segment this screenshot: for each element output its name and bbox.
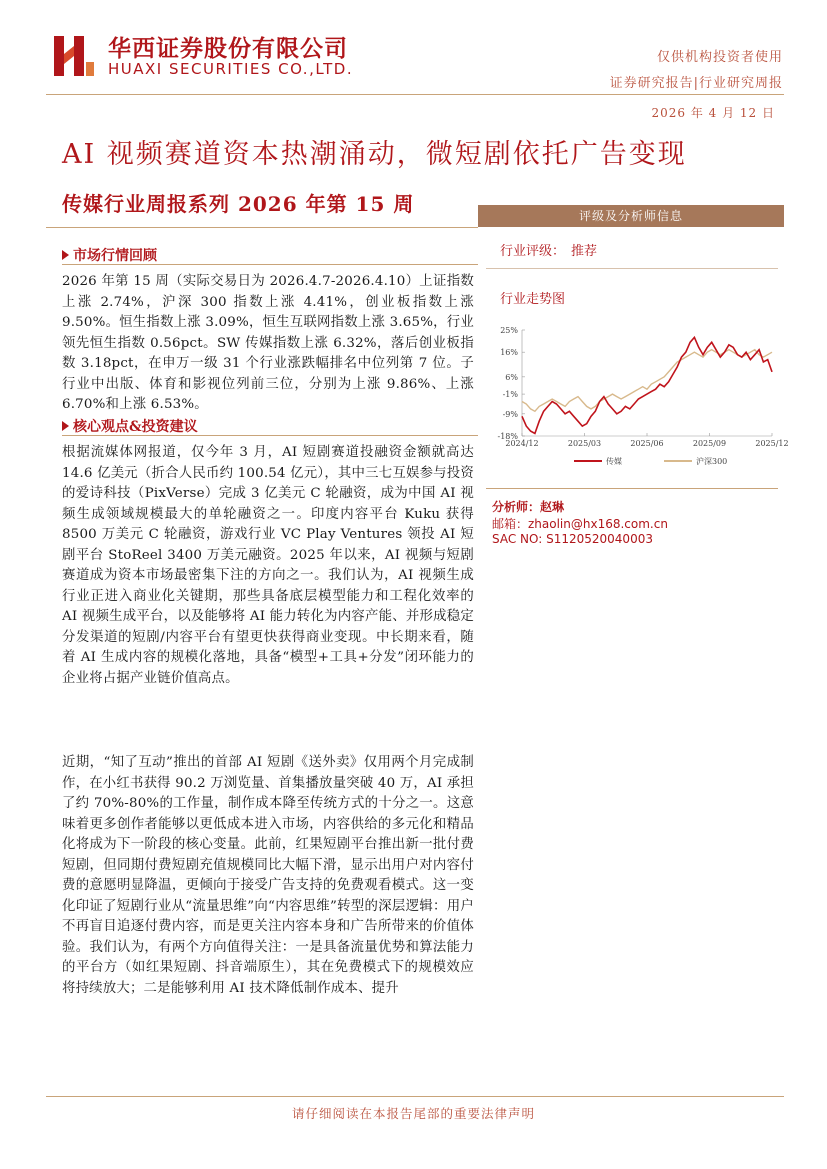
rating-label: 行业评级： [500,244,566,259]
company-name-en: HUAXI SECURITIES CO.,LTD. [108,60,354,78]
company-name-cn: 华西证券股份有限公司 [108,36,348,62]
rating-analyst-bar: 评级及分析师信息 [478,205,784,227]
triangle-bullet-icon [62,421,69,431]
x-tick-label: 2024/12 [505,439,539,448]
y-tick-label: 25% [500,326,518,335]
rating-value: 推荐 [571,244,598,259]
x-tick-label: 2025/09 [692,439,727,448]
x-tick-label: 2025/12 [755,439,789,448]
y-tick-label: -1% [502,390,518,400]
section-heading-core: 核心观点&投资建议 [62,416,198,436]
y-tick-label: -18% [497,432,518,441]
analyst-email[interactable]: 邮箱：zhaolin@hx168.com.cn [492,517,668,531]
y-tick-label: 6% [505,372,518,382]
triangle-bullet-icon [62,250,69,260]
header-divider [46,94,784,95]
y-tick-label: 16% [500,348,518,358]
subtitle-divider [46,227,478,228]
trend-chart-label: 行业走势图 [500,292,566,307]
report-title: AI 视频赛道资本热潮涌动，微短剧依托广告变现 [62,139,687,170]
legal-disclaimer-link[interactable]: 请仔细阅读在本报告尾部的重要法律声明 [291,1106,535,1121]
sidebar-divider [486,268,778,269]
huaxi-logo-icon [52,32,96,80]
section-divider [62,435,478,436]
core-view-paragraph-2: 近期，“知了互动”推出的首部 AI 短剧《送外卖》仅用两个月完成制作，在小红书获得 90.2 万浏览量、首集播放量突破 40 万，AI 承担了约 70%-80%的工作量，制作成本降至传统方式的十分之一。这意味着更多创作者能够以更低成本进入市场，内容供给的多元化和精品化将成为下一阶段的核心变量。此前，红果短剧平台推出新一批付费短剧，但同期付费短剧充值规模同比大幅下滑，显示出用户对内容付费的意愿明显降温，更倾向于接受广告支持的免费观看模式。这一变化印证了短剧行业从“流量思维”向“内容思维”转型的深层逻辑：用户不再盲目追逐付费内容，而是更关注内容本身和广告所带来的价值体验。我们认为，有两个方向值得关注：一是具备流量优势和算法能力的平台方（如红果短剧、抖音端原生），其在免费模式下的规模效应将持续放大；二是能够利用 AI 技术降低制作成本、提升 [62,755,474,996]
report-type: 证券研究报告|行业研究周报 [609,76,783,91]
investor-notice: 仅供机构投资者使用 [656,50,783,65]
legend-label: 传媒 [606,457,622,466]
analyst-sac-number: SAC NO: S1120520040003 [492,532,653,546]
series-line-media [522,337,772,433]
report-date: 2026 年 4 月 12 日 [651,106,775,120]
x-tick-label: 2025/03 [567,439,602,448]
industry-trend-chart [486,318,789,480]
sidebar-divider [486,488,778,489]
market-review-text: 2026 年第 15 周（实际交易日为 2026.4.7-2026.4.10）上证指数上涨 2.74%，沪深 300 指数上涨 4.41%，创业板指数上涨 9.50%。恒生指数上涨 3.09%，恒生互联网指数上涨 3.65%，行业领先恒生指数 0.56pct。SW 传媒指数上涨 6.32%，落后创业板指数 3.18pct，在申万一级 31 个行业涨跌幅排名中位列第 7 位。子行业中出版、体育和影视位列前三位，分别为上涨 9.86%、上涨 6.70%和上涨 6.53%。 [62,274,474,412]
section-heading-market: 市场行情回顾 [62,245,157,265]
legend-label: 沪深300 [696,457,728,466]
core-view-paragraph-1: 根据流媒体网报道，仅今年 3 月，AI 短剧赛道投融资金额就高达 14.6 亿美元（折合人民币约 100.54 亿元），其中三七互娱参与投资的爱诗科技（PixVerse）完成 3 亿美元 C 轮融资，成为中国 AI 视频生成领域规模最大的单轮融资之一。印度内容平台 Kuku 获得 8500 万美元 C 轮融资，游戏行业 VC Play Ventures 领投 AI 短剧平台 StoReel 3400 万美元融资。2025 年以来，AI 视频与短剧赛道成为资本市场最密集下注的方向之一。我们认为，AI 视频生成行业正进入商业化关键期，那些具备底层模型能力和工程化效率的 AI 视频生成平台，以及能够将 AI 能力转化为内容产能、并形成稳定分发渠道的短剧/内容平台有望更快获得商业变现。中长期来看，随着 AI 生成内容的规模化落地，具备“模型+工具+分发”闭环能力的企业将占据产业链价值高点。 [62,445,474,686]
section-divider [62,264,478,265]
series-line-hs300 [522,350,772,412]
y-tick-label: -9% [502,409,518,419]
report-subtitle: 传媒行业周报系列 2026 年第 15 周 [62,192,415,216]
footer-divider [46,1096,784,1097]
analyst-name: 分析师：赵琳 [492,500,565,514]
x-tick-label: 2025/06 [630,439,664,448]
